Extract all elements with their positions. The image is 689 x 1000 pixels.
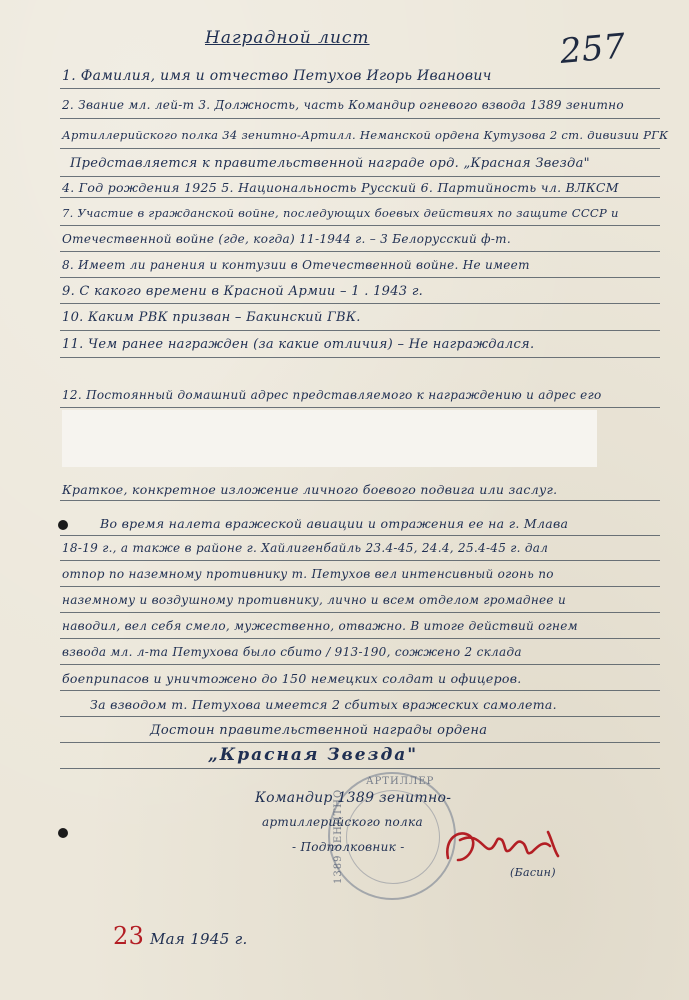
ruled-line [60, 277, 660, 278]
ruled-line [60, 690, 660, 691]
ruled-line [60, 251, 660, 252]
narrative-line: боеприпасов и уничтожено до 150 немецких солдат и офицеров. [62, 671, 522, 686]
ruled-line [60, 176, 660, 177]
ruled-line [60, 357, 660, 358]
ruled-line [60, 88, 660, 89]
ruled-line [60, 500, 660, 501]
narrative-line: За взводом т. Петухова имеется 2 сбитых вражеских самолета. [90, 697, 557, 712]
narrative-line: Во время налета вражеской авиации и отражения ее на г. Млава [100, 516, 569, 531]
field-unit: Артиллерийского полка 34 зенитно-Артилл. Неманской ордена Кутузова 2 ст. дивизии РГК [62, 128, 669, 142]
narrative-line: наземному и воздушному противнику, лично и всем отделом громаднее и [62, 593, 566, 607]
signature-line-2: артиллерийского полка [262, 815, 423, 829]
award-name: „Красная Звезда" [208, 745, 419, 765]
ruled-line [60, 535, 660, 536]
ruled-line [60, 664, 660, 665]
stamp-text: 1389 ЗЕНИТНО [333, 788, 344, 884]
signature-line-1: Командир 1389 зенитно- [255, 790, 452, 806]
field-conscription: 10. Каким РВК призван – Бакинский ГВК. [62, 310, 361, 325]
field-full-name: 1. Фамилия, имя и отчество Петухов Игорь Иванович [62, 68, 492, 84]
field-birth-nationality-party: 4. Год рождения 1925 5. Национальность Русский 6. Партийность чл. ВЛКСМ [62, 180, 619, 195]
ruled-line [60, 768, 660, 769]
signatory-name: (Басин) [510, 866, 556, 879]
ruled-line [60, 407, 660, 408]
ruled-line [60, 716, 660, 717]
ruled-line [60, 612, 660, 613]
narrative-line: 18-19 г., а также в районе г. Хайлигенбайль 23.4-45, 24.4, 25.4-45 г. дал [62, 541, 549, 555]
summary-heading: Краткое, конкретное изложение личного боевого подвига или заслуг. [62, 482, 558, 497]
signature-line-3: - Подполковник - [292, 840, 405, 854]
narrative-line: взвода мл. л-та Петухова было сбито / 913-190, сожжено 2 склада [62, 645, 522, 659]
closing-line: Достоин правительственной награды ордена [150, 723, 488, 738]
ruled-line [60, 330, 660, 331]
ruled-line [60, 586, 660, 587]
ruled-line [60, 638, 660, 639]
ruled-line [60, 118, 660, 119]
field-nomination: Представляется к правительственной награде орд. „Красная Звезда" [70, 156, 590, 171]
date-day: 23 [113, 922, 145, 950]
narrative-line: отпор по наземному противнику т. Петухов вел интенсивный огонь по [62, 567, 554, 581]
date-month-year: Мая 1945 г. [150, 930, 248, 948]
ruled-line [60, 197, 660, 198]
ruled-line [60, 560, 660, 561]
page-number: 257 [558, 26, 628, 72]
red-signature-icon [440, 810, 570, 880]
ruled-line [60, 148, 660, 149]
field-participation: 7. Участие в гражданской войне, последующих боевых действиях по защите СССР и [62, 206, 619, 220]
field-army-since: 9. С какого времени в Красной Армии – 1 . 1943 г. [62, 284, 424, 299]
ruled-line [60, 225, 660, 226]
punch-hole [58, 828, 68, 838]
document-title: Наградной лист [205, 28, 370, 48]
field-prior-awards: 11. Чем ранее награжден (за какие отличия) – Не награждался. [62, 337, 535, 352]
stamp-text: АРТИЛЛЕР [366, 776, 435, 787]
field-participation-cont: Отечественной войне (где, когда) 11-1944 г. – 3 Белорусский ф-т. [62, 232, 511, 246]
ruled-line [60, 742, 660, 743]
field-rank-position: 2. Звание мл. лей-т 3. Должность, часть Командир огневого взвода 1389 зенитно [62, 98, 624, 112]
field-wounds: 8. Имеет ли ранения и контузии в Отечественной войне. Не имеет [62, 258, 530, 272]
narrative-line: наводил, вел себя смело, мужественно, отважно. В итоге действий огнем [62, 619, 578, 633]
ruled-line [60, 303, 660, 304]
field-home-address: 12. Постоянный домашний адрес представляемого к награждению и адрес его [62, 388, 602, 402]
punch-hole [58, 520, 68, 530]
redacted-address-area [62, 410, 597, 467]
